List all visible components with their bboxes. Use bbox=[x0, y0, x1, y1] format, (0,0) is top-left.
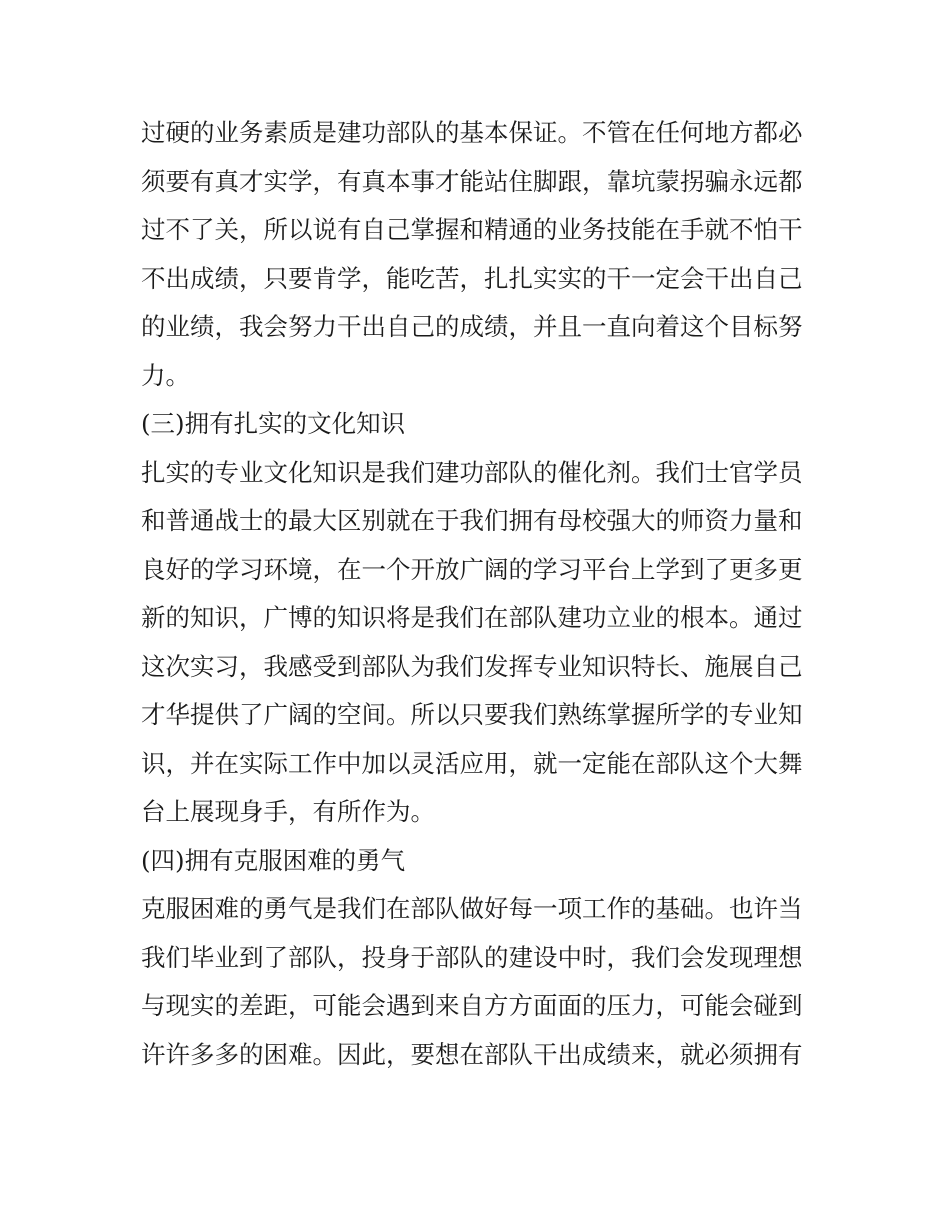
document-body bbox=[141, 109, 821, 1079]
text-line: 我们毕业到了部队，投身于部队的建设中时，我们会发现理想 bbox=[141, 942, 803, 972]
text-line: 须要有真才实学，有真本事才能站住脚跟，靠坑蒙拐骗永远都 bbox=[141, 166, 803, 196]
text-line: 台上展现身手，有所作为。 bbox=[141, 797, 435, 826]
text-line: 许许多多的困难。因此，要想在部队干出成绩来，就必须拥有 bbox=[141, 1039, 803, 1069]
text-line: 的业绩，我会努力干出自己的成绩，并且一直向着这个目标努 bbox=[141, 312, 803, 341]
text-line: 力。 bbox=[141, 360, 190, 390]
text-line: 克服困难的勇气是我们在部队做好每一项工作的基础。也许当 bbox=[141, 894, 803, 923]
text-line: 和普通战士的最大区别就在于我们拥有母校强大的师资力量和 bbox=[141, 506, 803, 535]
text-line: 过硬的业务素质是建功部队的基本保证。不管在任何地方都必 bbox=[141, 118, 803, 147]
text-line: 这次实习，我感受到部队为我们发挥专业知识特长、施展自己 bbox=[141, 651, 803, 681]
text-line: 与现实的差距，可能会遇到来自方方面面的压力，可能会碰到 bbox=[141, 991, 803, 1020]
section-heading: (四)拥有克服困难的勇气 bbox=[141, 845, 406, 875]
text-line: 良好的学习环境，在一个开放广阔的学习平台上学到了更多更 bbox=[141, 554, 803, 584]
text-line: 才华提供了广阔的空间。所以只要我们熟练掌握所学的专业知 bbox=[141, 700, 803, 729]
text-line: 过不了关，所以说有自己掌握和精通的业务技能在手就不怕干 bbox=[141, 215, 803, 244]
text-line: 新的知识，广博的知识将是我们在部队建功立业的根本。通过 bbox=[141, 603, 803, 632]
text-line: 识，并在实际工作中加以灵活应用，就一定能在部队这个大舞 bbox=[141, 748, 803, 778]
text-line: 不出成绩，只要肯学，能吃苦，扎扎实实的干一定会干出自己 bbox=[141, 263, 803, 293]
text-line: 扎实的专业文化知识是我们建功部队的催化剂。我们士官学员 bbox=[141, 457, 803, 487]
section-heading: (三)拥有扎实的文化知识 bbox=[141, 409, 406, 438]
